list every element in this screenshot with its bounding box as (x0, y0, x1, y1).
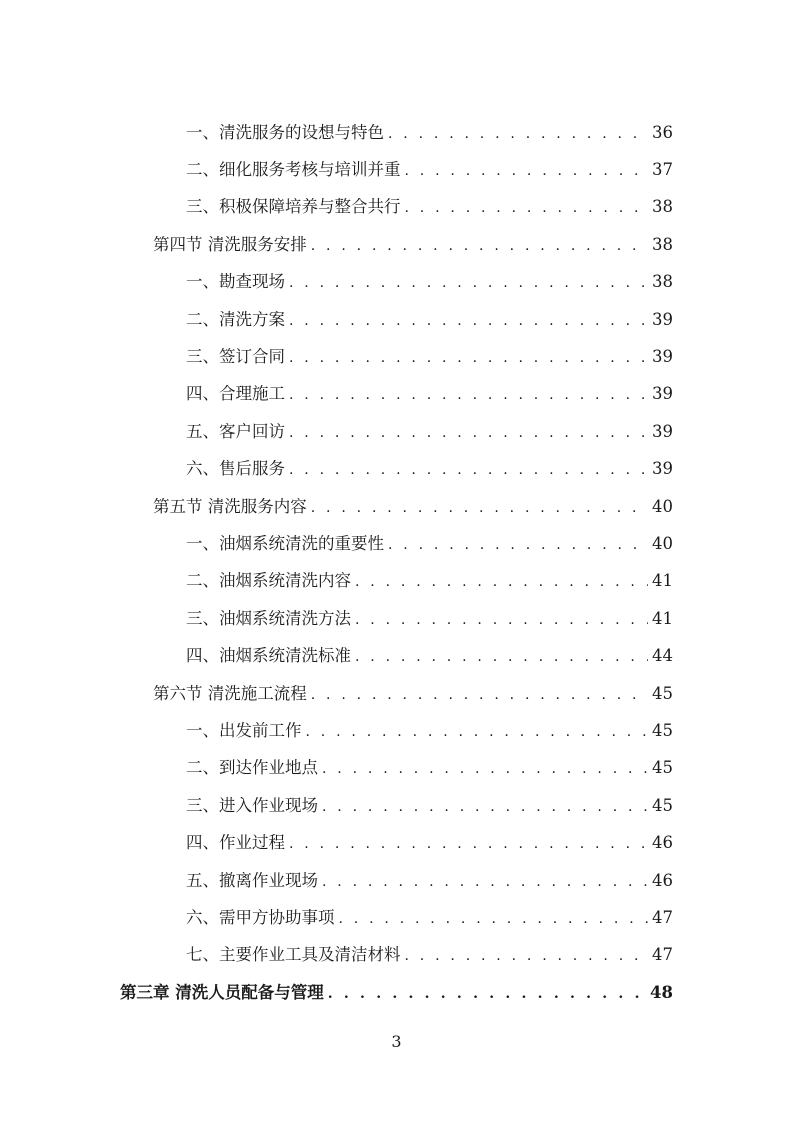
toc-entry[interactable] (0, 112, 793, 149)
toc-entry-page: 36 (652, 122, 673, 142)
toc-entry-title: 七、主要作业工具及清洁材料 (186, 945, 401, 965)
toc-entry[interactable] (0, 748, 793, 785)
toc-entry[interactable] (0, 972, 793, 1009)
toc-dot-leader (322, 761, 648, 777)
toc-entry-title: 三、进入作业现场 (186, 795, 318, 815)
toc-dot-leader (289, 836, 648, 852)
toc-entry-title: 五、客户回访 (186, 421, 285, 441)
toc-entry[interactable] (0, 785, 793, 822)
toc-entry-title: 四、作业过程 (186, 833, 285, 853)
toc-dot-leader (306, 724, 649, 740)
toc-entry-title: 三、签订合同 (186, 347, 285, 367)
toc-entry[interactable] (0, 635, 793, 672)
toc-entry-page: 39 (652, 384, 673, 404)
toc-entry-page: 46 (652, 833, 673, 853)
toc-dot-leader (405, 948, 649, 964)
toc-entry-title: 二、清洗方案 (186, 309, 285, 329)
toc-entry-title: 二、到达作业地点 (186, 758, 318, 778)
toc-dot-leader (289, 462, 648, 478)
toc-dot-leader (311, 687, 648, 703)
toc-entry[interactable] (0, 860, 793, 897)
toc-dot-leader (355, 612, 648, 628)
toc-entry-page: 39 (652, 347, 673, 367)
toc-entry[interactable] (0, 523, 793, 560)
toc-entry-page: 41 (652, 571, 673, 591)
toc-entry[interactable] (0, 374, 793, 411)
toc-entry-page: 47 (652, 945, 673, 965)
toc-entry[interactable] (0, 897, 793, 934)
toc-entry-title: 三、油烟系统清洗方法 (186, 608, 351, 628)
toc-entry[interactable] (0, 710, 793, 747)
toc-dot-leader (322, 799, 648, 815)
toc-entry-title: 一、勘查现场 (186, 272, 285, 292)
toc-entry-page: 38 (652, 234, 673, 254)
toc-dot-leader (339, 911, 649, 927)
toc-entry-page: 48 (650, 982, 673, 1002)
toc-entry[interactable] (0, 224, 793, 261)
toc-entry-page: 40 (652, 496, 673, 516)
toc-entry-page: 38 (652, 197, 673, 217)
toc-entry-title: 六、需甲方协助事项 (186, 907, 335, 927)
toc-entry[interactable] (0, 449, 793, 486)
toc-dot-leader (289, 350, 648, 366)
toc-dot-leader (355, 649, 648, 665)
toc-entry-page: 39 (652, 421, 673, 441)
toc-dot-leader (328, 986, 646, 1002)
toc-dot-leader (405, 200, 649, 216)
toc-entry[interactable] (0, 673, 793, 710)
toc-entry[interactable] (0, 187, 793, 224)
toc-entry-page: 37 (652, 160, 673, 180)
toc-dot-leader (289, 425, 648, 441)
toc-entry-page: 41 (652, 608, 673, 628)
toc-entry[interactable] (0, 336, 793, 373)
toc-dot-leader (388, 126, 648, 142)
toc-entry-title: 第五节 清洗服务内容 (153, 496, 307, 516)
toc-dot-leader (405, 163, 649, 179)
toc-dot-leader (311, 238, 648, 254)
toc-entry-page: 44 (652, 646, 673, 666)
toc-entry-page: 38 (652, 272, 673, 292)
toc-entry[interactable] (0, 262, 793, 299)
toc-entry[interactable] (0, 486, 793, 523)
toc-entry-title: 六、售后服务 (186, 459, 285, 479)
toc-entry-page: 45 (652, 683, 673, 703)
toc-dot-leader (355, 574, 648, 590)
toc-dot-leader (311, 500, 648, 516)
toc-entry[interactable] (0, 411, 793, 448)
toc-dot-leader (289, 313, 648, 329)
toc-entry-page: 39 (652, 459, 673, 479)
toc-dot-leader (322, 874, 648, 890)
toc-entry-title: 四、油烟系统清洗标准 (186, 646, 351, 666)
toc-entry-title: 二、细化服务考核与培训并重 (186, 160, 401, 180)
toc-entry-page: 45 (652, 758, 673, 778)
toc-entry[interactable] (0, 299, 793, 336)
toc-entry-title: 三、积极保障培养与整合共行 (186, 197, 401, 217)
toc-dot-leader (388, 537, 648, 553)
toc-entry-page: 39 (652, 309, 673, 329)
toc-entry-title: 二、油烟系统清洗内容 (186, 571, 351, 591)
toc-entry-page: 47 (652, 907, 673, 927)
toc-entry-title: 第三章 清洗人员配备与管理 (120, 982, 324, 1002)
toc-entry-title: 第六节 清洗施工流程 (153, 683, 307, 703)
toc-entry-title: 一、清洗服务的设想与特色 (186, 122, 384, 142)
toc-entry-page: 45 (652, 795, 673, 815)
toc-dot-leader (289, 275, 648, 291)
toc-entry[interactable] (0, 935, 793, 972)
page-number: 3 (391, 1032, 402, 1051)
toc-entry-page: 40 (652, 533, 673, 553)
toc-dot-leader (289, 387, 648, 403)
toc-entry-title: 一、油烟系统清洗的重要性 (186, 533, 384, 553)
table-of-contents (0, 112, 793, 1009)
toc-entry-page: 46 (652, 870, 673, 890)
toc-entry[interactable] (0, 598, 793, 635)
toc-entry-title: 四、合理施工 (186, 384, 285, 404)
toc-entry-title: 第四节 清洗服务安排 (153, 234, 307, 254)
toc-entry[interactable] (0, 822, 793, 859)
toc-entry-title: 一、出发前工作 (186, 720, 302, 740)
toc-entry[interactable] (0, 561, 793, 598)
toc-entry-title: 五、撤离作业现场 (186, 870, 318, 890)
toc-entry[interactable] (0, 149, 793, 186)
toc-entry-page: 45 (652, 720, 673, 740)
